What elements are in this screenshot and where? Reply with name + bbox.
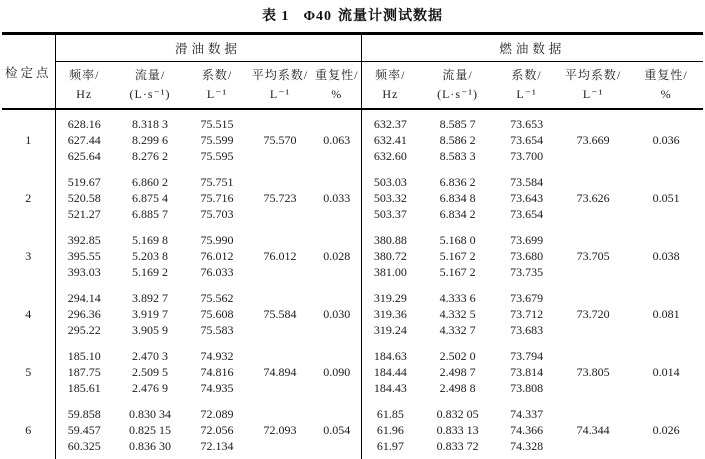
fuel-flowrate-cell: 2.498 7 — [439, 364, 476, 379]
point-cell: 5 — [2, 348, 55, 396]
spacer-cell — [557, 396, 629, 406]
fuel-coefficient-cell: 73.814 — [510, 364, 544, 379]
lub-avg-coefficient-cell: 72.093 — [263, 422, 297, 437]
spacer-cell — [247, 280, 313, 290]
table-number: 表 1 — [261, 9, 290, 24]
lub-flowrate-cell: 5.203 8 — [132, 248, 168, 263]
fuel-avg-coefficient-cell: 73.669 — [576, 132, 610, 147]
spacer-cell — [113, 338, 187, 348]
data-row — [2, 348, 703, 364]
fuel-frequency-cell: 632.37 — [373, 116, 407, 131]
spacer-cell — [113, 222, 187, 232]
lub-flowrate-cell: 3.905 9 — [132, 322, 168, 337]
table-header — [2, 34, 703, 110]
lub-flowrate-cell: 5.169 8 — [132, 232, 168, 247]
lub-flowrate-cell: 8.276 2 — [132, 148, 168, 163]
lub-flowrate-cell: 2.470 3 — [132, 348, 168, 363]
lub-flowrate-cell: 6.875 4 — [132, 190, 168, 205]
lub-coefficient-cell: 76.012 — [200, 248, 234, 263]
fuel-coefficient-cell: 73.808 — [510, 380, 544, 395]
header-fuel-repeatability: 重复性/ % — [629, 62, 703, 110]
spacer-cell — [247, 396, 313, 406]
spacer-cell — [361, 109, 419, 116]
fuel-avg-coefficient-cell: 73.705 — [576, 248, 610, 263]
data-row — [2, 174, 703, 190]
fuel-coefficient-cell: 73.653 — [510, 116, 544, 131]
fuel-flowrate-cell: 5.167 2 — [439, 264, 476, 279]
lub-coefficient-cell: 72.089 — [200, 406, 234, 421]
fuel-flowrate-cell: 4.332 7 — [439, 322, 476, 337]
lub-coefficient-cell: 74.816 — [200, 364, 234, 379]
data-table — [2, 32, 703, 459]
fuel-frequency-cell: 380.88 — [373, 232, 407, 247]
fuel-coefficient-cell: 73.683 — [510, 322, 544, 337]
spacer-cell — [629, 280, 703, 290]
lub-frequency-cell: 294.14 — [67, 290, 101, 305]
lub-flowrate-cell: 3.892 7 — [132, 290, 168, 305]
spacer-cell — [55, 396, 113, 406]
fuel-frequency-cell: 319.29 — [373, 290, 407, 305]
fuel-coefficient-cell: 73.735 — [510, 264, 544, 279]
header-fuel-flowrate: 流量/ (L·s⁻¹) — [419, 62, 496, 110]
fuel-frequency-cell: 503.32 — [373, 190, 407, 205]
spacer-cell — [55, 454, 113, 459]
fuel-coefficient-cell: 73.654 — [510, 132, 544, 147]
lub-coefficient-cell: 75.595 — [200, 148, 234, 163]
header-fuel-coefficient: 系数/ L⁻¹ — [496, 62, 557, 110]
fuel-coefficient-cell: 73.643 — [510, 190, 544, 205]
lub-frequency-cell: 185.10 — [67, 348, 101, 363]
spacer-cell — [113, 280, 187, 290]
lub-repeatability-cell: 0.090 — [313, 348, 361, 396]
spacer-cell — [187, 338, 247, 348]
lub-frequency-cell: 295.22 — [67, 322, 101, 337]
lub-frequency-cell: 393.03 — [67, 264, 101, 279]
fuel-frequency-cell: 319.24 — [373, 322, 407, 337]
lub-flowrate-cell: 6.860 2 — [132, 174, 168, 189]
spacer-cell — [361, 338, 419, 348]
spacer-cell — [2, 109, 55, 116]
spacer-cell — [496, 338, 557, 348]
spacer-cell — [313, 109, 361, 116]
spacer-cell — [2, 164, 55, 174]
spacer-cell — [557, 280, 629, 290]
spacer-cell — [55, 280, 113, 290]
spacer-cell — [496, 396, 557, 406]
point-cell: 6 — [2, 406, 55, 454]
spacer-cell — [55, 222, 113, 232]
point-cell: 3 — [2, 232, 55, 280]
fuel-coefficient-cell: 74.366 — [510, 422, 544, 437]
spacer-cell — [419, 280, 496, 290]
lub-frequency-cell: 627.44 — [67, 132, 101, 147]
lub-avg-coefficient-cell: 75.723 — [263, 190, 297, 205]
table-title — [2, 5, 703, 25]
fuel-frequency-cell: 503.37 — [373, 206, 407, 221]
fuel-repeatability-cell: 0.081 — [652, 306, 680, 321]
fuel-coefficient-cell: 73.700 — [510, 148, 544, 163]
spacer-cell — [629, 454, 703, 459]
fuel-flowrate-cell: 0.832 05 — [436, 406, 479, 421]
lub-frequency-cell: 519.67 — [67, 174, 101, 189]
spacer-cell — [629, 164, 703, 174]
spacer-row — [2, 280, 703, 290]
lub-coefficient-cell: 75.583 — [200, 322, 234, 337]
fuel-coefficient-cell: 73.680 — [510, 248, 544, 263]
spacer-cell — [187, 396, 247, 406]
fuel-frequency-cell: 632.60 — [373, 148, 407, 163]
fuel-flowrate-cell: 6.834 8 — [439, 190, 476, 205]
lub-frequency-cell: 628.16 — [67, 116, 101, 131]
lub-flowrate-cell: 8.299 6 — [132, 132, 168, 147]
spacer-cell — [557, 164, 629, 174]
fuel-frequency-cell: 184.63 — [373, 348, 407, 363]
spacer-cell — [419, 396, 496, 406]
lub-frequency-cell: 392.85 — [67, 232, 101, 247]
header-lub-avg-coefficient: 平均系数/ L⁻¹ — [247, 62, 313, 110]
header-lub-flowrate: 流量/ (L·s⁻¹) — [113, 62, 187, 110]
lub-flowrate-cell: 8.318 3 — [132, 116, 168, 131]
spacer-cell — [2, 338, 55, 348]
fuel-flowrate-cell: 2.502 0 — [439, 348, 476, 363]
header-lub-coefficient: 系数/ L⁻¹ — [187, 62, 247, 110]
header-lub-frequency: 频率/ Hz — [55, 62, 113, 110]
lub-coefficient-cell: 75.751 — [200, 174, 234, 189]
pad-row — [2, 454, 703, 459]
lub-avg-coefficient-cell: 75.584 — [263, 306, 297, 321]
spacer-row — [2, 338, 703, 348]
pad-row — [2, 109, 703, 116]
spacer-cell — [361, 164, 419, 174]
table-body — [2, 109, 703, 459]
spacer-cell — [419, 222, 496, 232]
fuel-frequency-cell: 503.03 — [373, 174, 407, 189]
table-model: Φ40 — [303, 9, 333, 24]
lub-coefficient-cell: 75.716 — [200, 190, 234, 205]
lub-flowrate-cell: 0.830 34 — [129, 406, 171, 421]
spacer-row — [2, 396, 703, 406]
fuel-flowrate-cell: 0.833 13 — [436, 422, 479, 437]
spacer-cell — [629, 109, 703, 116]
header-group-fuel-oil: 燃油数据 — [361, 34, 703, 62]
spacer-cell — [247, 109, 313, 116]
lub-flowrate-cell: 2.509 5 — [132, 364, 168, 379]
fuel-flowrate-cell: 8.585 7 — [439, 116, 476, 131]
header-lub-repeatability: 重复性/ % — [313, 62, 361, 110]
data-row — [2, 290, 703, 306]
spacer-cell — [313, 280, 361, 290]
spacer-cell — [247, 222, 313, 232]
spacer-cell — [187, 454, 247, 459]
header-fuel-avg-coefficient: 平均系数/ L⁻¹ — [557, 62, 629, 110]
fuel-frequency-cell: 184.43 — [373, 380, 407, 395]
point-cell: 1 — [2, 116, 55, 164]
lub-coefficient-cell: 75.562 — [200, 290, 234, 305]
fuel-repeatability-cell: 0.038 — [652, 248, 680, 263]
lub-frequency-cell: 59.858 — [67, 406, 101, 421]
spacer-cell — [313, 396, 361, 406]
fuel-coefficient-cell: 73.699 — [510, 232, 544, 247]
lub-repeatability-cell: 0.030 — [313, 290, 361, 338]
spacer-cell — [247, 338, 313, 348]
spacer-cell — [496, 164, 557, 174]
lub-avg-coefficient-cell: 76.012 — [263, 248, 297, 263]
spacer-cell — [629, 396, 703, 406]
spacer-cell — [361, 454, 419, 459]
spacer-cell — [313, 222, 361, 232]
spacer-cell — [55, 109, 113, 116]
fuel-coefficient-cell: 73.679 — [510, 290, 544, 305]
spacer-cell — [187, 222, 247, 232]
lub-frequency-cell: 625.64 — [67, 148, 101, 163]
fuel-avg-coefficient-cell: 73.805 — [576, 364, 610, 379]
spacer-row — [2, 222, 703, 232]
spacer-cell — [2, 396, 55, 406]
lub-flowrate-cell: 3.919 7 — [132, 306, 168, 321]
lub-avg-coefficient-cell: 74.894 — [263, 364, 297, 379]
lub-frequency-cell: 395.55 — [67, 248, 101, 263]
spacer-cell — [496, 280, 557, 290]
lub-coefficient-cell: 76.033 — [200, 264, 234, 279]
fuel-frequency-cell: 319.36 — [373, 306, 407, 321]
spacer-cell — [113, 109, 187, 116]
spacer-cell — [419, 454, 496, 459]
lub-frequency-cell: 296.36 — [67, 306, 101, 321]
fuel-avg-coefficient-cell: 73.720 — [576, 306, 610, 321]
lub-flowrate-cell: 0.836 30 — [129, 438, 171, 453]
fuel-coefficient-cell: 73.584 — [510, 174, 544, 189]
spacer-cell — [629, 338, 703, 348]
spacer-cell — [187, 280, 247, 290]
lub-coefficient-cell: 72.056 — [200, 422, 234, 437]
spacer-row — [2, 164, 703, 174]
fuel-repeatability-cell: 0.026 — [652, 422, 680, 437]
fuel-flowrate-cell: 4.332 5 — [439, 306, 476, 321]
data-row — [2, 116, 703, 132]
fuel-frequency-cell: 380.72 — [373, 248, 407, 263]
lub-frequency-cell: 59.457 — [67, 422, 101, 437]
spacer-cell — [557, 454, 629, 459]
lub-flowrate-cell: 6.885 7 — [132, 206, 168, 221]
spacer-cell — [557, 109, 629, 116]
lub-repeatability-cell: 0.054 — [313, 406, 361, 454]
fuel-coefficient-cell: 73.794 — [510, 348, 544, 363]
group-header-row — [2, 34, 703, 62]
lub-flowrate-cell: 0.825 15 — [129, 422, 171, 437]
spacer-cell — [113, 164, 187, 174]
spacer-cell — [419, 338, 496, 348]
spacer-cell — [557, 222, 629, 232]
spacer-cell — [419, 109, 496, 116]
spacer-cell — [187, 109, 247, 116]
spacer-cell — [2, 454, 55, 459]
spacer-cell — [629, 222, 703, 232]
lub-repeatability-cell: 0.028 — [313, 232, 361, 280]
lub-coefficient-cell: 75.990 — [200, 232, 234, 247]
lub-frequency-cell: 187.75 — [67, 364, 101, 379]
point-cell: 4 — [2, 290, 55, 338]
column-header-row — [2, 62, 703, 110]
spacer-cell — [557, 338, 629, 348]
lub-frequency-cell: 521.27 — [67, 206, 101, 221]
fuel-flowrate-cell: 0.833 72 — [436, 438, 479, 453]
lub-coefficient-cell: 72.134 — [200, 438, 234, 453]
fuel-coefficient-cell: 73.654 — [510, 206, 544, 221]
spacer-cell — [2, 280, 55, 290]
spacer-cell — [313, 164, 361, 174]
lub-flowrate-cell: 5.169 2 — [132, 264, 168, 279]
spacer-cell — [247, 454, 313, 459]
lub-repeatability-cell: 0.063 — [313, 116, 361, 164]
lub-repeatability-cell: 0.033 — [313, 174, 361, 222]
spacer-cell — [313, 338, 361, 348]
data-row — [2, 406, 703, 422]
lub-coefficient-cell: 75.599 — [200, 132, 234, 147]
spacer-cell — [361, 396, 419, 406]
fuel-flowrate-cell: 5.167 2 — [439, 248, 476, 263]
fuel-frequency-cell: 632.41 — [373, 132, 407, 147]
fuel-coefficient-cell: 74.337 — [510, 406, 544, 421]
spacer-cell — [361, 280, 419, 290]
spacer-cell — [247, 164, 313, 174]
spacer-cell — [419, 164, 496, 174]
spacer-cell — [313, 454, 361, 459]
header-point: 检定点 — [2, 34, 55, 110]
fuel-flowrate-cell: 5.168 0 — [439, 232, 476, 247]
spacer-cell — [187, 164, 247, 174]
spacer-cell — [361, 222, 419, 232]
spacer-cell — [113, 454, 187, 459]
lub-coefficient-cell: 75.703 — [200, 206, 234, 221]
header-fuel-frequency: 频率/ Hz — [361, 62, 419, 110]
fuel-repeatability-cell: 0.036 — [652, 132, 680, 147]
lub-frequency-cell: 520.58 — [67, 190, 101, 205]
lub-frequency-cell: 185.61 — [67, 380, 101, 395]
lub-coefficient-cell: 74.932 — [200, 348, 234, 363]
fuel-frequency-cell: 381.00 — [373, 264, 407, 279]
fuel-repeatability-cell: 0.014 — [652, 364, 680, 379]
fuel-flowrate-cell: 8.586 2 — [439, 132, 476, 147]
lub-coefficient-cell: 75.515 — [200, 116, 234, 131]
lub-avg-coefficient-cell: 75.570 — [263, 132, 297, 147]
fuel-flowrate-cell: 4.333 6 — [439, 290, 476, 305]
spacer-cell — [2, 222, 55, 232]
fuel-coefficient-cell: 73.712 — [510, 306, 544, 321]
fuel-flowrate-cell: 6.836 2 — [439, 174, 476, 189]
data-row — [2, 232, 703, 248]
fuel-repeatability-cell: 0.051 — [652, 190, 680, 205]
point-cell: 2 — [2, 174, 55, 222]
fuel-flowrate-cell: 6.834 2 — [439, 206, 476, 221]
lub-frequency-cell: 60.325 — [67, 438, 101, 453]
spacer-cell — [496, 454, 557, 459]
lub-flowrate-cell: 2.476 9 — [132, 380, 168, 395]
fuel-frequency-cell: 61.96 — [376, 422, 404, 437]
fuel-flowrate-cell: 8.583 3 — [439, 148, 476, 163]
table-caption: 流量计测试数据 — [338, 9, 444, 24]
lub-coefficient-cell: 75.608 — [200, 306, 234, 321]
header-group-lub-oil: 滑油数据 — [55, 34, 361, 62]
spacer-cell — [496, 222, 557, 232]
fuel-avg-coefficient-cell: 74.344 — [576, 422, 610, 437]
spacer-cell — [496, 109, 557, 116]
spacer-cell — [113, 396, 187, 406]
fuel-coefficient-cell: 74.328 — [510, 438, 544, 453]
fuel-frequency-cell: 184.44 — [373, 364, 407, 379]
spacer-cell — [55, 164, 113, 174]
spacer-cell — [55, 338, 113, 348]
fuel-frequency-cell: 61.97 — [376, 438, 404, 453]
fuel-flowrate-cell: 2.498 8 — [439, 380, 476, 395]
fuel-frequency-cell: 61.85 — [376, 406, 404, 421]
lub-coefficient-cell: 74.935 — [200, 380, 234, 395]
fuel-avg-coefficient-cell: 73.626 — [576, 190, 610, 205]
